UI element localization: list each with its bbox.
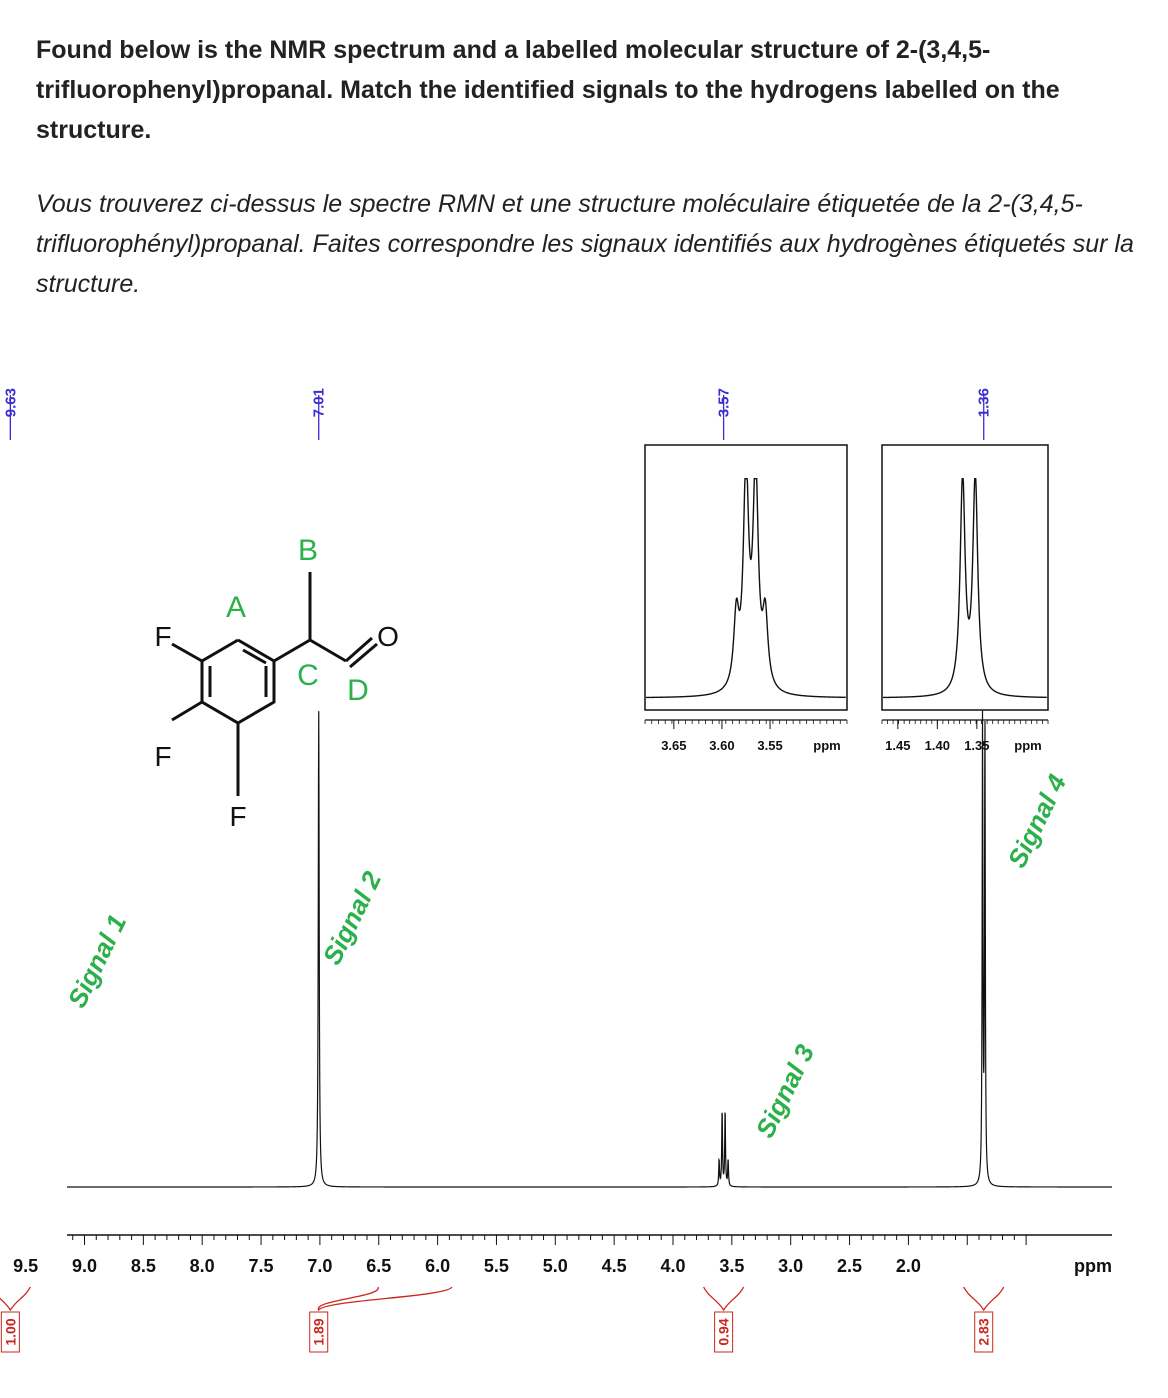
x-tick-label: 4.0 [660,1256,686,1276]
inset-box-doublet [882,445,1048,710]
inset-tick-label: 3.65 [661,738,687,753]
ring-to-c-bond [274,640,310,661]
f-bond-mid [172,702,202,720]
structure-label-d: D [347,674,369,707]
inset-tick-label: 3.60 [709,738,735,753]
integral-value: 1.00 [2,1318,19,1346]
signal-label-2: Signal 2 [316,866,388,970]
integral-bracket [318,1287,452,1310]
structure-label-b: B [297,534,319,567]
x-tick-label: 8.0 [189,1256,215,1276]
x-tick-label: 6.5 [366,1256,392,1276]
f-bond-top [172,644,202,661]
x-tick-label: 7.5 [248,1256,274,1276]
peak-label: 7.01 [310,388,328,418]
x-tick-label: 7.0 [307,1256,333,1276]
x-tick-label: 5.0 [542,1256,568,1276]
signal-label-4: Signal 4 [1001,769,1073,873]
structure-label-a: A [225,591,247,624]
question-french: Vous trouverez ci-dessus le spectre RMN et une structure moléculaire étiquetée de la 2-(3,4,5-trifluorophényl)propanal. Faites correspondre les signaux identifiés aux hydrogènes étiquetés sur la structure. [36,190,1134,298]
x-tick-label: 8.5 [130,1256,156,1276]
x-tick-label: 9.0 [71,1256,98,1276]
inset-tick-label: 3.55 [757,738,783,753]
x-tick-label: 4.5 [601,1256,627,1276]
fluorine-atom: F [154,621,172,652]
c-to-cho-bond [310,640,346,661]
x-tick-label: 3.0 [778,1256,804,1276]
inset-tick-label: 1.35 [964,738,990,753]
x-tick-label: 2.5 [837,1256,863,1276]
integral-value: 2.83 [975,1318,992,1346]
oxygen-atom: O [377,621,399,652]
structure-label-c: C [297,659,319,692]
inset-tick-label: 1.45 [885,738,911,753]
peak-label: 1.36 [975,388,993,418]
x-tick-label: 9.5 [13,1256,39,1276]
inset-axis-label: ppm [813,738,841,753]
integral-value: 1.89 [310,1318,327,1346]
benzene-ring [202,640,274,723]
integral-bracket [964,1287,1004,1310]
x-tick-label: 6.0 [425,1256,451,1276]
inset-box-quartet [645,445,847,710]
peak-label: 9.63 [2,388,20,418]
integral-bracket [704,1287,744,1310]
peak-label: 3.57 [715,388,733,418]
spectrum-trace [67,711,1112,1187]
integral-value: 0.94 [715,1318,732,1346]
fluorine-atom: F [229,801,247,832]
inset-tick-label: 1.40 [924,738,950,753]
x-axis-label: ppm [1074,1256,1112,1276]
x-tick-label: 5.5 [483,1256,509,1276]
question-english: Found below is the NMR spectrum and a labelled molecular structure of 2-(3,4,5-trifluorophenyl)propanal. Match the identified signals to the hydrogens labelled on the structure. [36,36,1060,144]
x-tick-label: 3.5 [719,1256,745,1276]
integral-bracket [0,1287,30,1310]
inset-trace [646,479,846,698]
x-tick-label: 2.0 [895,1256,921,1276]
fluorine-atom: F [154,741,172,772]
signal-label-3: Signal 3 [749,1039,821,1143]
signal-label-1: Signal 1 [61,909,133,1013]
inset-axis-label: ppm [1014,738,1042,753]
ring-double-bond [243,650,266,663]
inset-trace [883,479,1047,698]
